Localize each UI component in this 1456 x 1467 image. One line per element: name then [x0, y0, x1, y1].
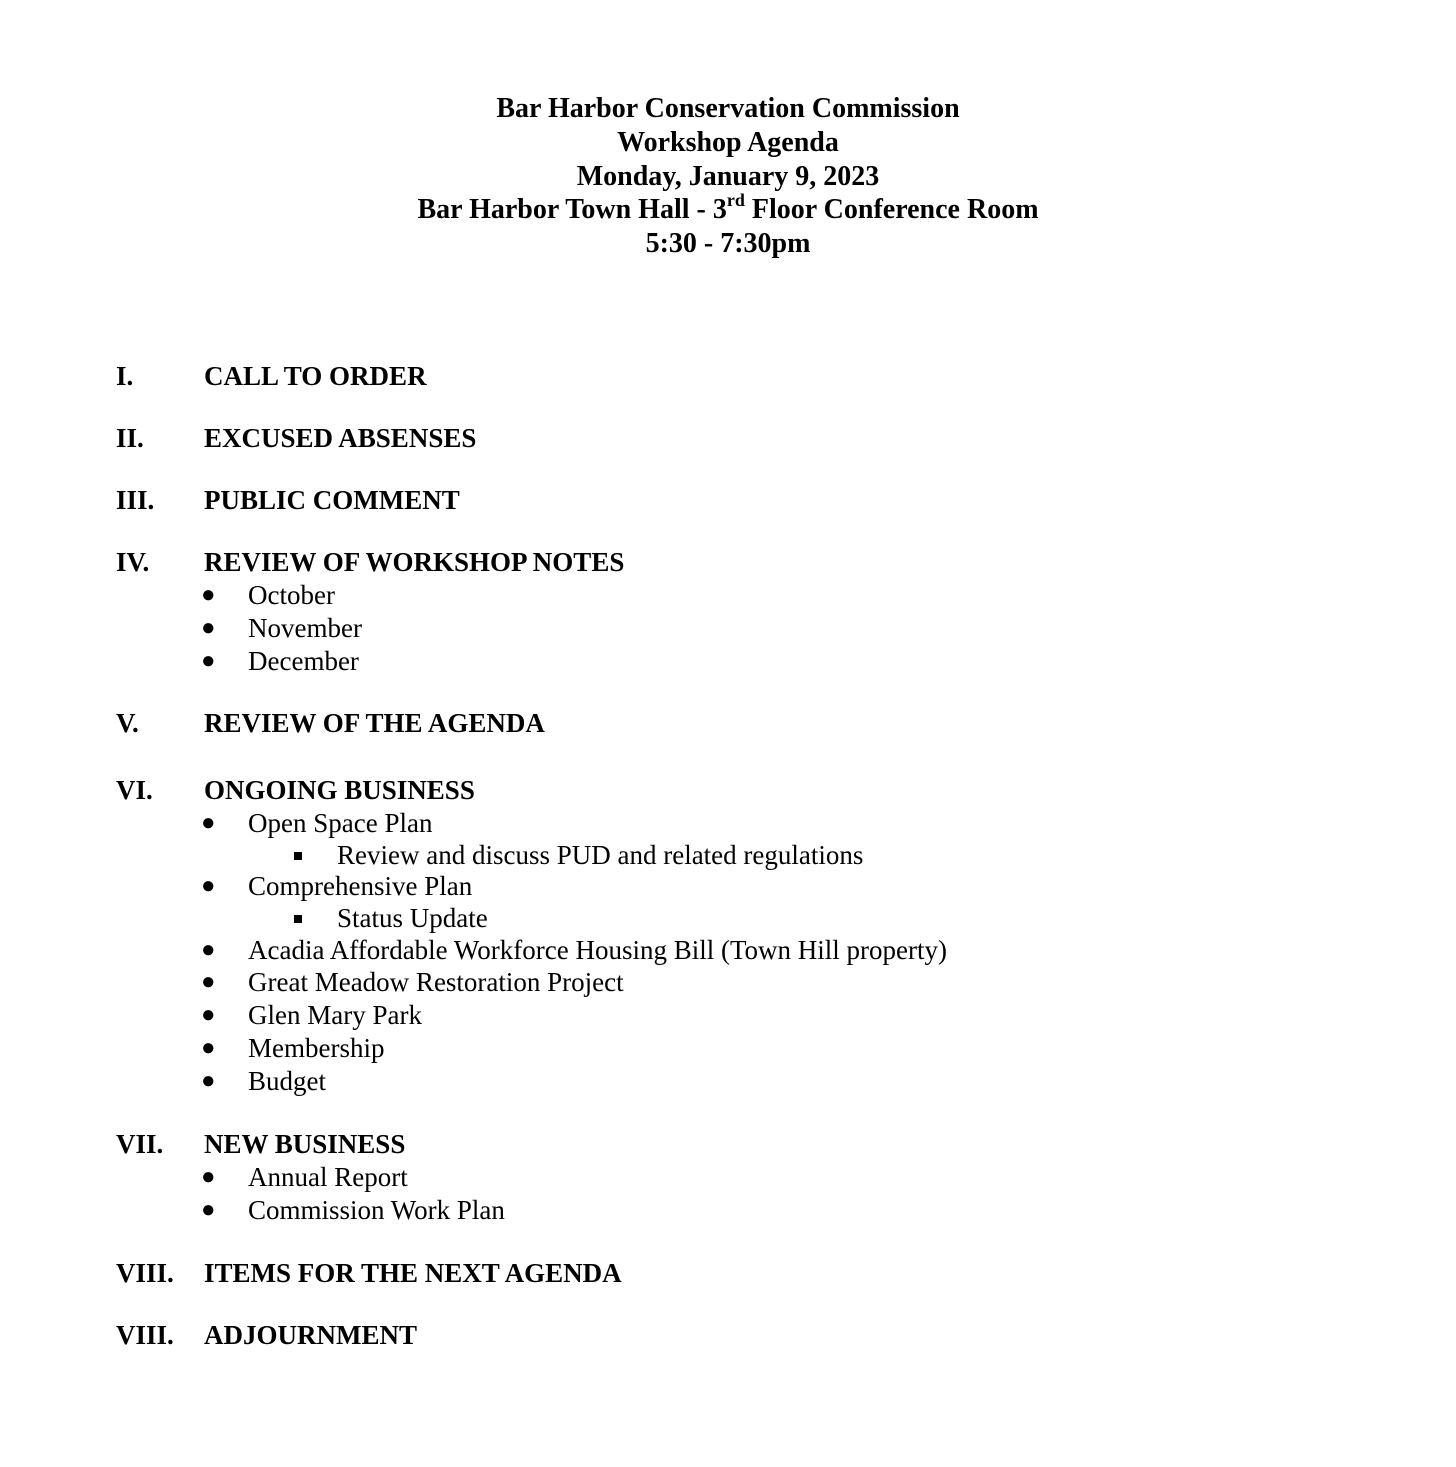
agenda-item-title: PUBLIC COMMENT	[204, 485, 460, 515]
agenda-item	[0, 545, 1456, 677]
bullet-icon: ●	[201, 1002, 216, 1029]
agenda-item-numeral: III.	[116, 485, 155, 515]
bullet-icon: ●	[201, 614, 216, 641]
agenda-item	[0, 1256, 1456, 1290]
square-bullet-icon	[294, 915, 302, 923]
bullet-icon: ●	[201, 1034, 216, 1061]
bullet-icon: ●	[201, 1196, 216, 1223]
agenda-subitem	[0, 1161, 1456, 1194]
agenda-item	[0, 483, 1456, 517]
agenda-item-numeral: VII.	[116, 1129, 164, 1159]
agenda-subitem	[0, 1194, 1456, 1227]
agenda-item-numeral: V.	[116, 708, 139, 738]
agenda-item-numeral: I.	[116, 361, 134, 391]
agenda-subitem	[0, 645, 1456, 678]
agenda-subitem-label: Glen Mary Park	[248, 1000, 422, 1031]
agenda-subitem-label: November	[248, 612, 362, 643]
agenda-subitem-label: October	[248, 580, 335, 610]
agenda-subsubitem	[0, 840, 1456, 871]
bullet-icon: ●	[201, 936, 216, 963]
bullet-icon: ●	[201, 1067, 216, 1094]
agenda-subitem-label: Commission Work Plan	[248, 1194, 505, 1225]
agenda-item-title: EXCUSED ABSENSES	[204, 423, 477, 453]
agenda-subitem-label: Budget	[248, 1065, 326, 1096]
bullet-icon: ●	[201, 1164, 216, 1190]
agenda-subitem	[0, 999, 1456, 1032]
agenda-subitem-label: Annual Report	[248, 1162, 408, 1192]
agenda-subitem	[0, 1065, 1456, 1098]
agenda-subsubitem-label: Review and discuss PUD and related regulations	[337, 839, 864, 870]
agenda-subitem-label: Open Space Plan	[248, 808, 433, 838]
bullet-icon: ●	[201, 873, 216, 900]
agenda-subitem	[0, 870, 1456, 903]
agenda-subitem	[0, 1032, 1456, 1065]
agenda-item-title: CALL TO ORDER	[204, 361, 427, 391]
bullet-icon: ●	[201, 582, 216, 608]
agenda-subitem-label: Great Meadow Restoration Project	[248, 967, 624, 998]
agenda-subitem-label: Acadia Affordable Workforce Housing Bill (Town Hill property)	[248, 934, 948, 965]
agenda-subitem	[0, 934, 1456, 967]
agenda-item	[0, 773, 1456, 1098]
location-suffix: Floor Conference Room	[744, 194, 1039, 226]
agenda-item	[0, 359, 1456, 393]
agenda-subsubitem-label: Status Update	[337, 903, 488, 934]
agenda-item-title: NEW BUSINESS	[204, 1129, 406, 1159]
meeting-date: Monday, January 9, 2023	[576, 160, 880, 192]
agenda-item	[0, 421, 1456, 455]
agenda-item	[0, 1318, 1456, 1352]
agenda-item	[0, 706, 1456, 740]
agenda-item-title: REVIEW OF THE AGENDA	[204, 708, 545, 738]
agenda-subitem	[0, 612, 1456, 645]
organization-name: Bar Harbor Conservation Commission	[496, 93, 960, 124]
document-title: Workshop Agenda	[617, 126, 839, 158]
agenda-subitem	[0, 807, 1456, 840]
meeting-location	[0, 190, 1456, 227]
agenda-item-title: ONGOING BUSINESS	[204, 775, 475, 805]
agenda-subsubitem	[0, 903, 1456, 934]
agenda-subitem	[0, 966, 1456, 999]
agenda-item-numeral: IV.	[116, 547, 150, 577]
bullet-icon: ●	[201, 969, 216, 996]
agenda-item-title: REVIEW OF WORKSHOP NOTES	[204, 547, 625, 577]
agenda-item-numeral: VIII.	[116, 1258, 174, 1288]
square-bullet-icon	[294, 852, 302, 860]
location-prefix: Bar Harbor Town Hall - 3	[417, 194, 727, 226]
bullet-icon: ●	[201, 810, 216, 836]
agenda-item-numeral: II.	[116, 423, 144, 453]
agenda-item	[0, 1127, 1456, 1227]
agenda-item-title: ITEMS FOR THE NEXT AGENDA	[204, 1258, 622, 1288]
agenda-subitem-label: Membership	[248, 1032, 385, 1063]
agenda-item-numeral: VIII.	[116, 1320, 174, 1350]
agenda-item-title: ADJOURNMENT	[204, 1320, 417, 1350]
agenda-subitem-label: Comprehensive Plan	[248, 871, 473, 902]
ordinal-suffix: rd	[726, 190, 745, 211]
agenda-item-numeral: VI.	[116, 775, 153, 805]
agenda-subitem-label: December	[248, 645, 359, 676]
document-header	[0, 92, 1456, 261]
agenda-subitem	[0, 579, 1456, 612]
bullet-icon: ●	[201, 647, 216, 674]
meeting-time: 5:30 - 7:30pm	[645, 228, 811, 260]
